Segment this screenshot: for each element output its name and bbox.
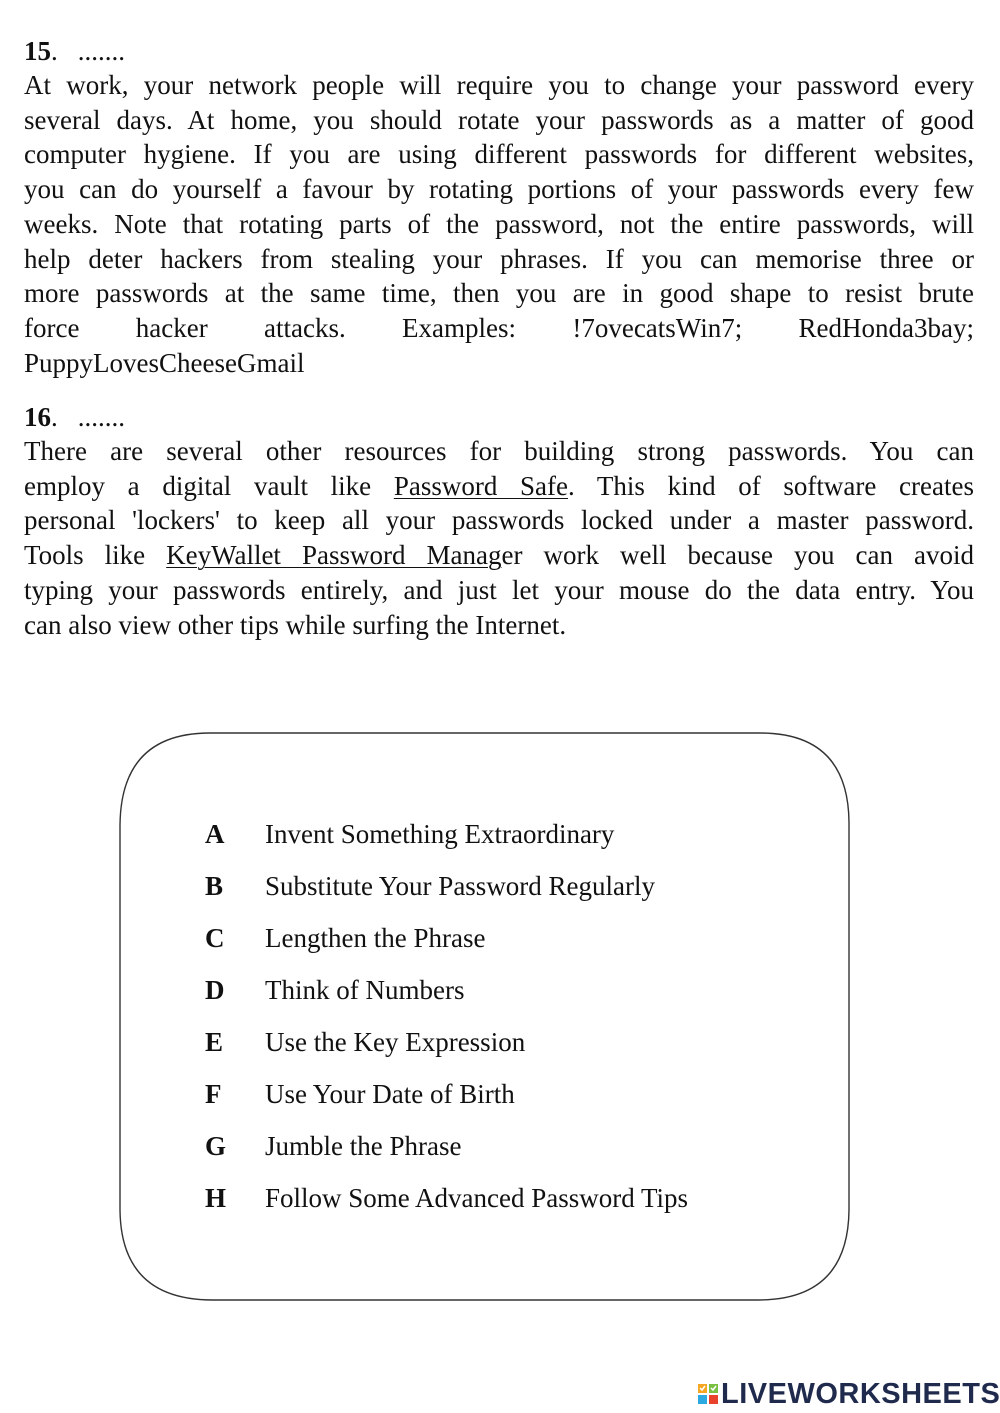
option-g bbox=[205, 1126, 825, 1178]
option-letter: H bbox=[205, 1183, 227, 1213]
option-letter: C bbox=[205, 923, 225, 953]
question-16 bbox=[24, 400, 974, 642]
option-text: Substitute Your Password Regularly bbox=[265, 871, 656, 901]
paragraph-line: several days. At home, you should rotate your passwords as a matter of good bbox=[24, 104, 974, 135]
liveworksheets-logo-icon bbox=[697, 1381, 719, 1407]
option-b bbox=[205, 866, 825, 918]
paragraph-line bbox=[24, 538, 974, 573]
option-e bbox=[205, 1022, 825, 1074]
option-letter: E bbox=[205, 1027, 224, 1057]
answer-blank[interactable]: ....... bbox=[77, 36, 125, 66]
text-span: employ a digital vault like bbox=[24, 470, 394, 501]
question-number: 15 bbox=[24, 36, 51, 66]
options-list bbox=[205, 814, 825, 1230]
option-text: Lengthen the Phrase bbox=[265, 923, 486, 953]
option-a bbox=[205, 814, 825, 866]
option-letter: D bbox=[205, 975, 225, 1005]
option-text: Invent Something Extraordinary bbox=[265, 819, 615, 849]
option-letter: F bbox=[205, 1079, 222, 1109]
option-text: Use Your Date of Birth bbox=[265, 1079, 515, 1109]
option-c bbox=[205, 918, 825, 970]
text-span: er work well because you can avoid bbox=[501, 540, 974, 571]
keywallet-link[interactable]: KeyWallet Password Manag bbox=[166, 540, 502, 571]
option-text: Follow Some Advanced Password Tips bbox=[265, 1183, 689, 1213]
paragraph-line: can also view other tips while surfing the Internet. bbox=[24, 609, 567, 640]
option-d bbox=[205, 970, 825, 1022]
question-15-paragraph bbox=[24, 68, 974, 380]
question-15 bbox=[24, 34, 974, 380]
option-h bbox=[205, 1178, 825, 1230]
text-span: . This kind of software creates bbox=[567, 470, 974, 501]
option-text: Jumble the Phrase bbox=[265, 1131, 462, 1161]
paragraph-line bbox=[24, 469, 974, 504]
paragraph-line: you can do yourself a favour by rotating portions of your passwords every few bbox=[24, 174, 974, 205]
paragraph-line: personal 'lockers' to keep all your passwords locked under a master password. bbox=[24, 505, 974, 536]
question-16-paragraph bbox=[24, 434, 974, 642]
question-dot: . bbox=[51, 402, 58, 432]
paragraph-line: At work, your network people will require you to change your password every bbox=[24, 70, 974, 100]
paragraph-line: force hacker attacks. Examples: !7ovecatsWin7; RedHonda3bay; bbox=[24, 312, 974, 343]
option-text: Think of Numbers bbox=[265, 975, 465, 1005]
text-span: Tools like bbox=[24, 540, 167, 571]
paragraph-line: weeks. Note that rotating parts of the password, not the entire passwords, will bbox=[24, 208, 974, 239]
option-letter: A bbox=[205, 819, 225, 849]
paragraph-line: There are several other resources for building strong passwords. You can bbox=[24, 436, 974, 466]
logo-text: LIVEWORKSHEETS bbox=[721, 1377, 1000, 1410]
password-safe-link[interactable]: Password Safe bbox=[393, 470, 568, 501]
option-letter: G bbox=[205, 1131, 227, 1161]
liveworksheets-logo bbox=[697, 1376, 1000, 1412]
paragraph-line: help deter hackers from stealing your phrases. If you can memorise three or bbox=[24, 243, 974, 274]
option-f bbox=[205, 1074, 825, 1126]
paragraph-line: PuppyLovesCheeseGmail bbox=[24, 347, 305, 378]
question-16-heading bbox=[24, 400, 974, 434]
paragraph-line: more passwords at the same time, then you are in good shape to resist brute bbox=[24, 278, 974, 309]
question-dot: . bbox=[51, 36, 58, 66]
option-letter: B bbox=[205, 871, 224, 901]
option-text: Use the Key Expression bbox=[265, 1027, 526, 1057]
question-15-heading bbox=[24, 34, 974, 68]
answer-blank[interactable]: ....... bbox=[77, 402, 125, 432]
paragraph-line: computer hygiene. If you are using different passwords for different websites, bbox=[24, 139, 974, 170]
paragraph-line: typing your passwords entirely, and just let your mouse do the data entry. You bbox=[24, 574, 974, 605]
question-number: 16 bbox=[24, 402, 51, 432]
